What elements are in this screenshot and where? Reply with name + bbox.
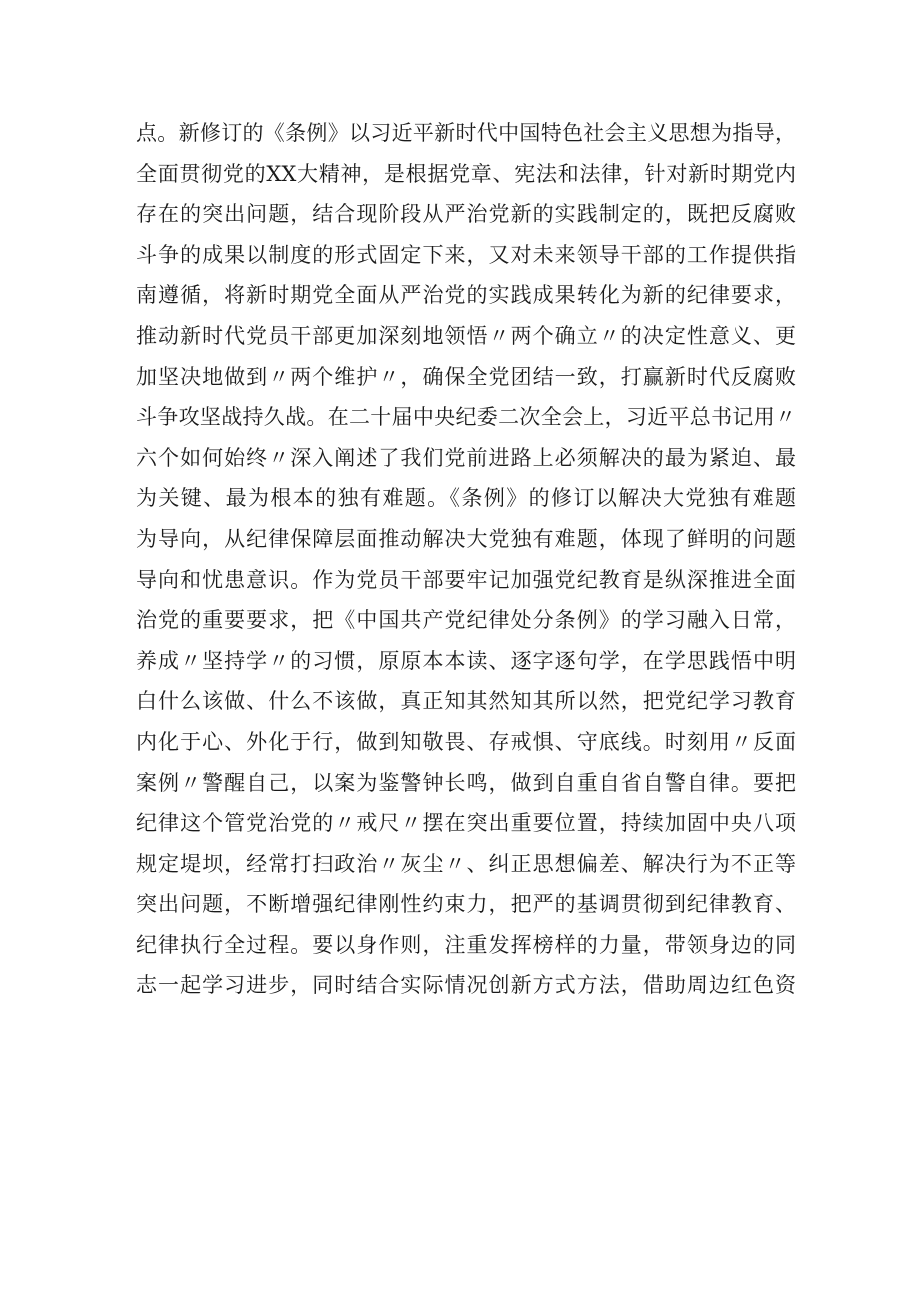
text-line: 案例〃警醒自己，以案为鉴警钟长鸣，做到自重自省自警自律。要把: [136, 770, 796, 795]
text-line: 推动新时代党员干部更加深刻地领悟〃两个确立〃的决定性意义、更: [136, 323, 796, 348]
text-line: 规定堤坝，经常打扫政治〃灰尘〃、纠正思想偏差、解决行为不正等: [136, 851, 796, 876]
text-line: 内化于心、外化于行，做到知敬畏、存戒惧、守底线。时刻用〃反面: [136, 729, 796, 754]
text-line: 为导向，从纪律保障层面推动解决大党独有难题，体现了鲜明的问题: [136, 526, 796, 551]
text-line: 斗争的成果以制度的形式固定下来，又对未来领导干部的工作提供指: [136, 242, 796, 267]
text-line: 南遵循，将新时期党全面从严治党的实践成果转化为新的纪律要求，: [136, 283, 796, 308]
text-line: 纪律执行全过程。要以身作则，注重发挥榜样的力量，带领身边的同: [136, 932, 796, 957]
text-line: 全面贯彻党的XX大精神，是根据党章、宪法和法律，针对新时期党内: [136, 161, 796, 186]
text-line: 白什么该做、什么不该做，真正知其然知其所以然，把党纪学习教育: [136, 689, 796, 714]
text-line: 六个如何始终〃深入阐述了我们党前进路上必须解决的最为紧迫、最: [136, 445, 796, 470]
text-line: 导向和忧患意识。作为党员干部要牢记加强党纪教育是纵深推进全面: [136, 567, 796, 592]
text-line: 养成〃坚持学〃的习惯，原原本本读、逐字逐句学，在学思践悟中明: [136, 648, 796, 673]
text-line: 志一起学习进步，同时结合实际情况创新方式方法，借助周边红色资: [136, 973, 796, 998]
text-line: 为关键、最为根本的独有难题。《条例》的修订以解决大党独有难题: [136, 486, 796, 511]
text-line: 点。新修订的《条例》以习近平新时代中国特色社会主义思想为指导，: [136, 121, 796, 145]
text-line: 加坚决地做到〃两个维护〃，确保全党团结一致，打赢新时代反腐败: [136, 364, 796, 389]
text-line: 斗争攻坚战持久战。在二十届中央纪委二次全会上，习近平总书记用〃: [136, 405, 796, 430]
text-line: 纪律这个管党治党的〃戒尺〃摆在突出重要位置，持续加固中央八项: [136, 811, 796, 836]
text-line: 存在的突出问题，结合现阶段从严治党新的实践制定的，既把反腐败: [136, 202, 796, 227]
text-line: 治党的重要要求，把《中国共产党纪律处分条例》的学习融入日常，: [136, 608, 796, 633]
text-line: 突出问题，不断增强纪律刚性约束力，把严的基调贯彻到纪律教育、: [136, 892, 796, 917]
body-text: [136, 113, 796, 1006]
